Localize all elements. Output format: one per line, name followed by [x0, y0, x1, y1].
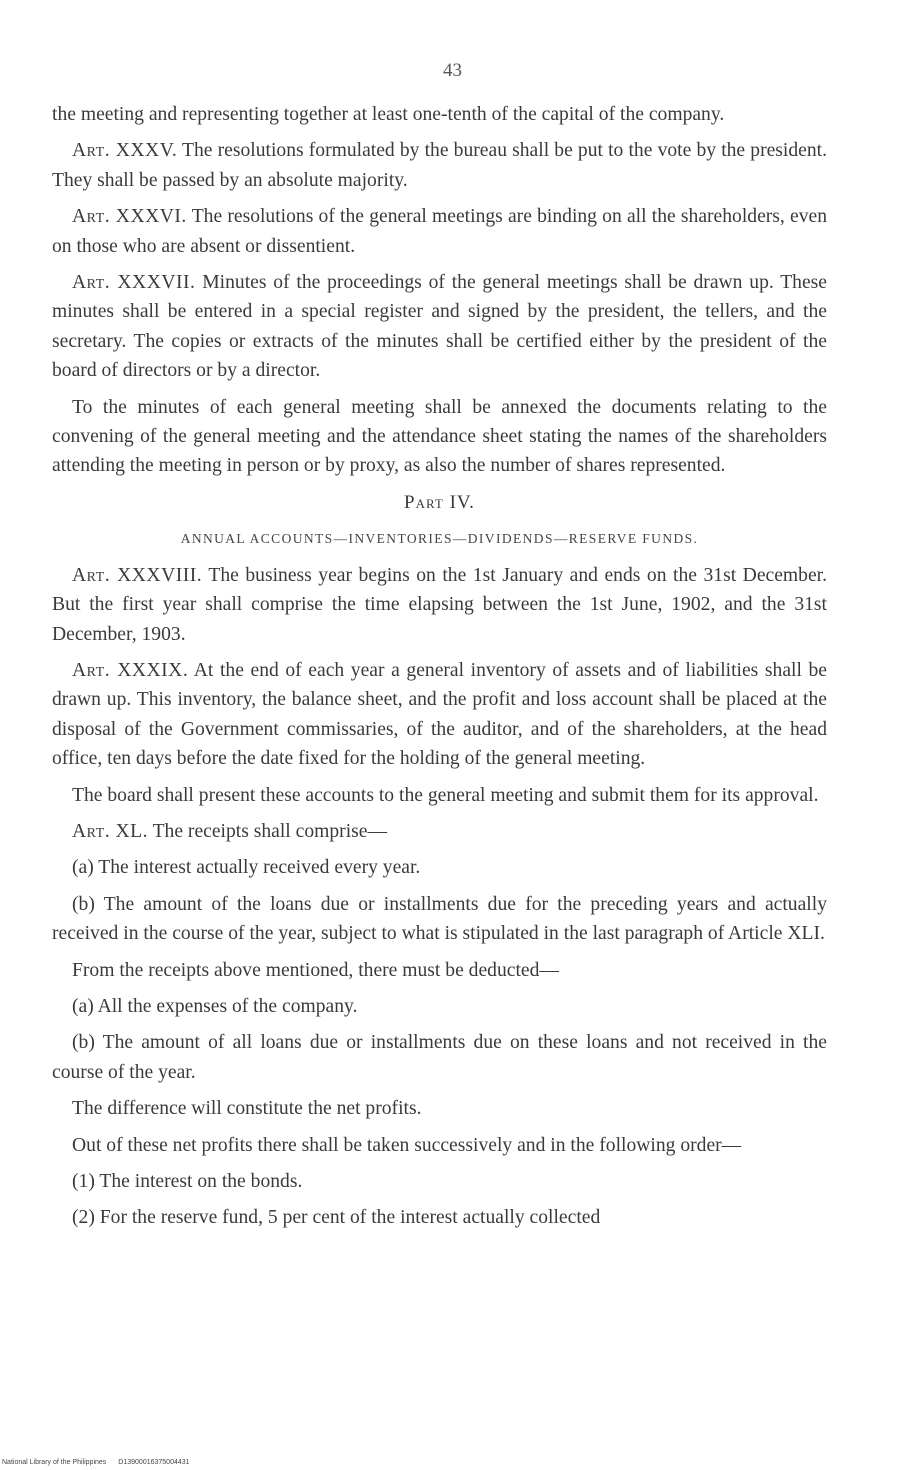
paragraph-net-profits: The difference will constitute the net profits.	[72, 1098, 422, 1120]
paragraph-deductions-intro: From the receipts above mentioned, there must be deducted—	[72, 959, 559, 981]
article-label: Art. XXXVIII.	[72, 564, 203, 586]
list-item-deductions-b: (b) The amount of all loans due or installments due on these loans and not received in the course of the year.	[52, 1032, 827, 1083]
list-item-receipts-a: (a) The interest actually received every year.	[72, 857, 421, 879]
scan-footer	[2, 1459, 190, 1466]
footer-code: D13900016375004431	[118, 1459, 190, 1466]
article-35	[52, 136, 827, 195]
article-text: At the end of each year a general inventory of assets and of liabilities shall be drawn up. This inventory, the balance sheet, and the profit and loss account shall be placed at the disposal of the Government commissaries, of the auditor, and of the shareholders, at the head office, ten days before the date fixed for the holding of the general meeting.	[52, 659, 828, 770]
article-label: Art. XXXIX.	[72, 659, 189, 681]
paragraph-continuation: the meeting and representing together at least one-tenth of the capital of the company.	[52, 104, 725, 125]
footer-library: National Library of the Philippines	[2, 1459, 107, 1466]
list-item-order-2: (2) For the reserve fund, 5 per cent of the interest actually collected	[72, 1207, 601, 1229]
section-heading: ANNUAL ACCOUNTS—INVENTORIES—DIVIDENDS—RESERVE FUNDS.	[180, 531, 699, 547]
page-number: 43	[443, 60, 462, 81]
article-text: The resolutions formulated by the bureau shall be put to the vote by the president. They shall be passed by an absolute majority.	[52, 140, 827, 191]
part-heading: Part IV.	[404, 491, 475, 513]
article-label: Art. XXXVI.	[72, 206, 187, 228]
body-text	[52, 100, 827, 1240]
article-label: Art. XL.	[72, 820, 149, 842]
list-item-deductions-a: (a) All the expenses of the company.	[72, 995, 358, 1017]
article-text: The receipts shall comprise—	[152, 820, 388, 842]
article-label: Art. XXXVII.	[72, 272, 196, 294]
article-38	[52, 561, 827, 649]
article-39	[52, 656, 827, 774]
article-text: Minutes of the proceedings of the general meetings shall be drawn up. These minutes shall be entered in a special register and signed by the president, the tellers, and the secretary. The copies or extracts of the minutes shall be certified either by the president of the board of directors or by a director.	[52, 272, 827, 382]
article-40	[52, 817, 827, 846]
article-label: Art. XXXV.	[72, 140, 178, 162]
paragraph-minutes-annex: To the minutes of each general meeting shall be annexed the documents relating to the convening of the general meeting and the attendance sheet stating the names of the shareholders attending the meeting in person or by proxy, as also the number of shares represented.	[52, 396, 827, 477]
article-text: The business year begins on the 1st January and ends on the 31st December. But the first year shall comprise the time elapsing between the 1st June, 1902, and the 31st December, 1903.	[52, 564, 827, 645]
article-36	[52, 202, 827, 261]
list-item-order-1: (1) The interest on the bonds.	[72, 1171, 303, 1192]
article-text: The resolutions of the general meetings are binding on all the shareholders, even on those who are absent or dissentient.	[52, 206, 828, 257]
paragraph-profit-order: Out of these net profits there shall be taken successively and in the following order—	[72, 1134, 742, 1156]
paragraph-board-accounts: The board shall present these accounts to the general meeting and submit them for its approval.	[72, 784, 819, 806]
list-item-receipts-b: (b) The amount of the loans due or installments due for the preceding years and actually received in the course of the year, subject to what is stipulated in the last paragraph of Article XLI.	[52, 893, 827, 945]
article-37	[52, 268, 827, 386]
